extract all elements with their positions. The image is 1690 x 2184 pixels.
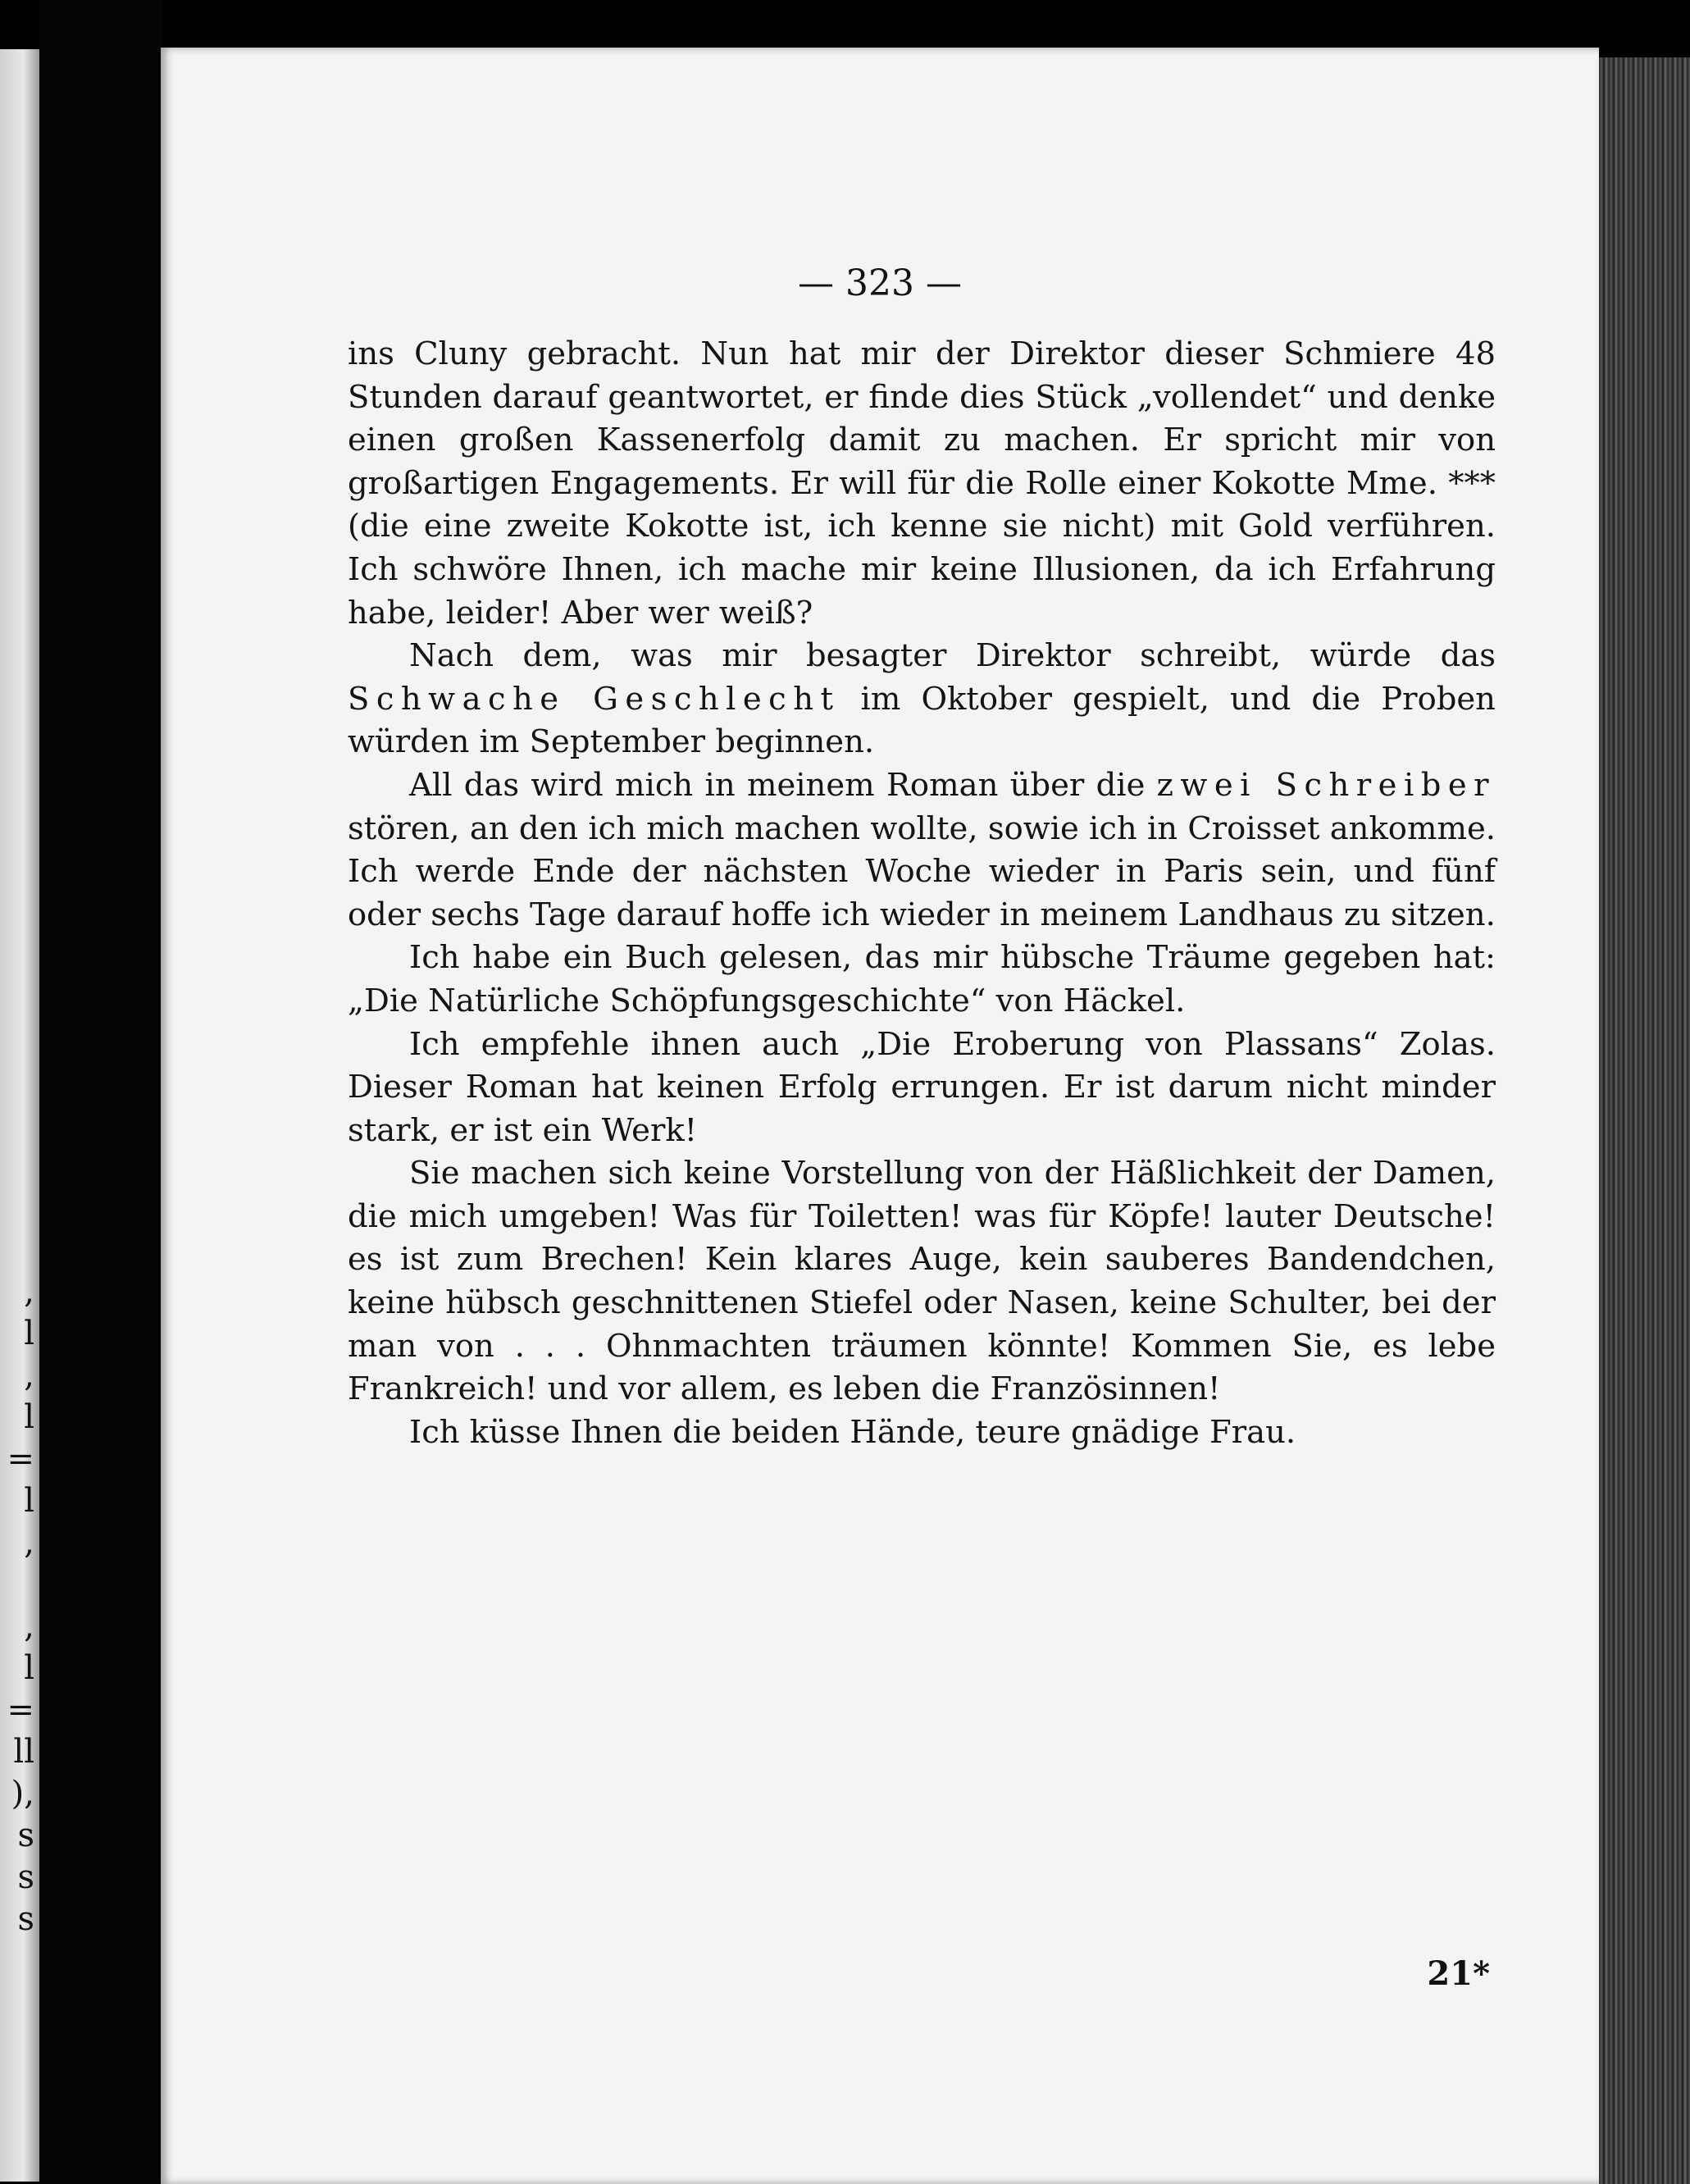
stacked-page-edges [1599, 57, 1690, 2184]
letter-body [348, 333, 1496, 1454]
book-page [161, 48, 1599, 2184]
left-fragment: s [17, 1817, 34, 1854]
paragraph-3 [348, 764, 1496, 937]
paragraph-3-text-a: All das wird mich in meinem Roman über die [409, 766, 1146, 804]
left-fragment: l [24, 1398, 34, 1436]
paragraph-2-text-b: im Oktober gespielt, und die Proben würden im September beginnen. [348, 680, 1496, 761]
paragraph-7: Ich küsse Ihnen die beiden Hände, teure gnädige Frau. [409, 1413, 1296, 1451]
book-gutter [39, 0, 162, 2184]
left-fragment: = [7, 1691, 34, 1729]
left-fragment: ), [11, 1775, 34, 1812]
left-fragment: , [24, 1273, 34, 1311]
left-fragment: , [24, 1524, 34, 1562]
paragraph-1: ins Cluny gebracht. Nun hat mir der Direktor dieser Schmiere 48 Stunden darauf geantwortet, er finde dies Stück „vollendet“ und denke einen großen Kassenerfolg damit zu machen. Er spricht mir von großartigen Engagements. Er will für die Rolle einer Kokotte Mme. *** (die eine zweite Kokotte ist, ich kenne sie nicht) mit Gold verführen. Ich schwöre Ihnen, ich mache mir keine Illusionen, da ich Erfahrung habe, leider! Aber wer weiß? [348, 335, 1496, 631]
spaced-title-schwache-geschlecht: Schwache Geschlecht [348, 680, 840, 718]
left-fragment [0, 1564, 39, 1606]
paragraph-3-text-b: stören, an den ich mich machen wollte, sowie ich in Croisset ankomme. Ich werde Ende der nächsten Woche wieder in Paris sein, und fünf oder sechs Tage darauf hoffe ich wieder in meinem Landhaus zu sitzen. [348, 809, 1496, 933]
paragraph-2-text-a: Nach dem, was mir besagter Direktor schreibt, würde das [409, 637, 1496, 675]
left-fragment: l [24, 1482, 34, 1520]
left-page-text-fragments [0, 1271, 39, 1940]
left-fragment: , [24, 1607, 34, 1645]
left-fragment: ll [13, 1733, 34, 1771]
left-page-edge [0, 49, 39, 2182]
left-fragment: s [17, 1900, 34, 1938]
left-fragment: l [24, 1315, 34, 1352]
printer-signature-mark: 21* [1427, 1954, 1490, 1993]
spaced-title-zwei-schreiber: zwei Schreiber [1156, 766, 1496, 804]
left-fragment: = [7, 1440, 34, 1478]
left-fragment: s [17, 1858, 34, 1896]
left-fragment: l [24, 1649, 34, 1687]
paragraph-4: Ich habe ein Buch gelesen, das mir hübsche Träume gegeben hat: „Die Natürliche Schöpfungsgeschichte“ von Häckel. [348, 939, 1496, 1019]
paragraph-6: Sie machen sich keine Vorstellung von der Häßlichkeit der Damen, die mich umgeben! Was für Toiletten! was für Köpfe! lauter Deutsche! es ist zum Brechen! Kein klares Auge, kein sauberes Bandendchen, keine hübsch geschnittenen Stiefel oder Nasen, keine Schulter, bei der man von . . . Ohnmachten träumen könnte! Kommen Sie, es lebe Frankreich! und vor allem, es leben die Französinnen! [348, 1155, 1496, 1408]
paragraph-5: Ich empfehle ihnen auch „Die Eroberung von Plassans“ Zolas. Dieser Roman hat keinen Erfolg errungen. Er ist darum nicht minder stark, er ist ein Werk! [348, 1025, 1496, 1149]
page-number: — 323 — [798, 262, 962, 304]
left-fragment: , [24, 1356, 34, 1394]
paragraph-2 [348, 635, 1496, 764]
